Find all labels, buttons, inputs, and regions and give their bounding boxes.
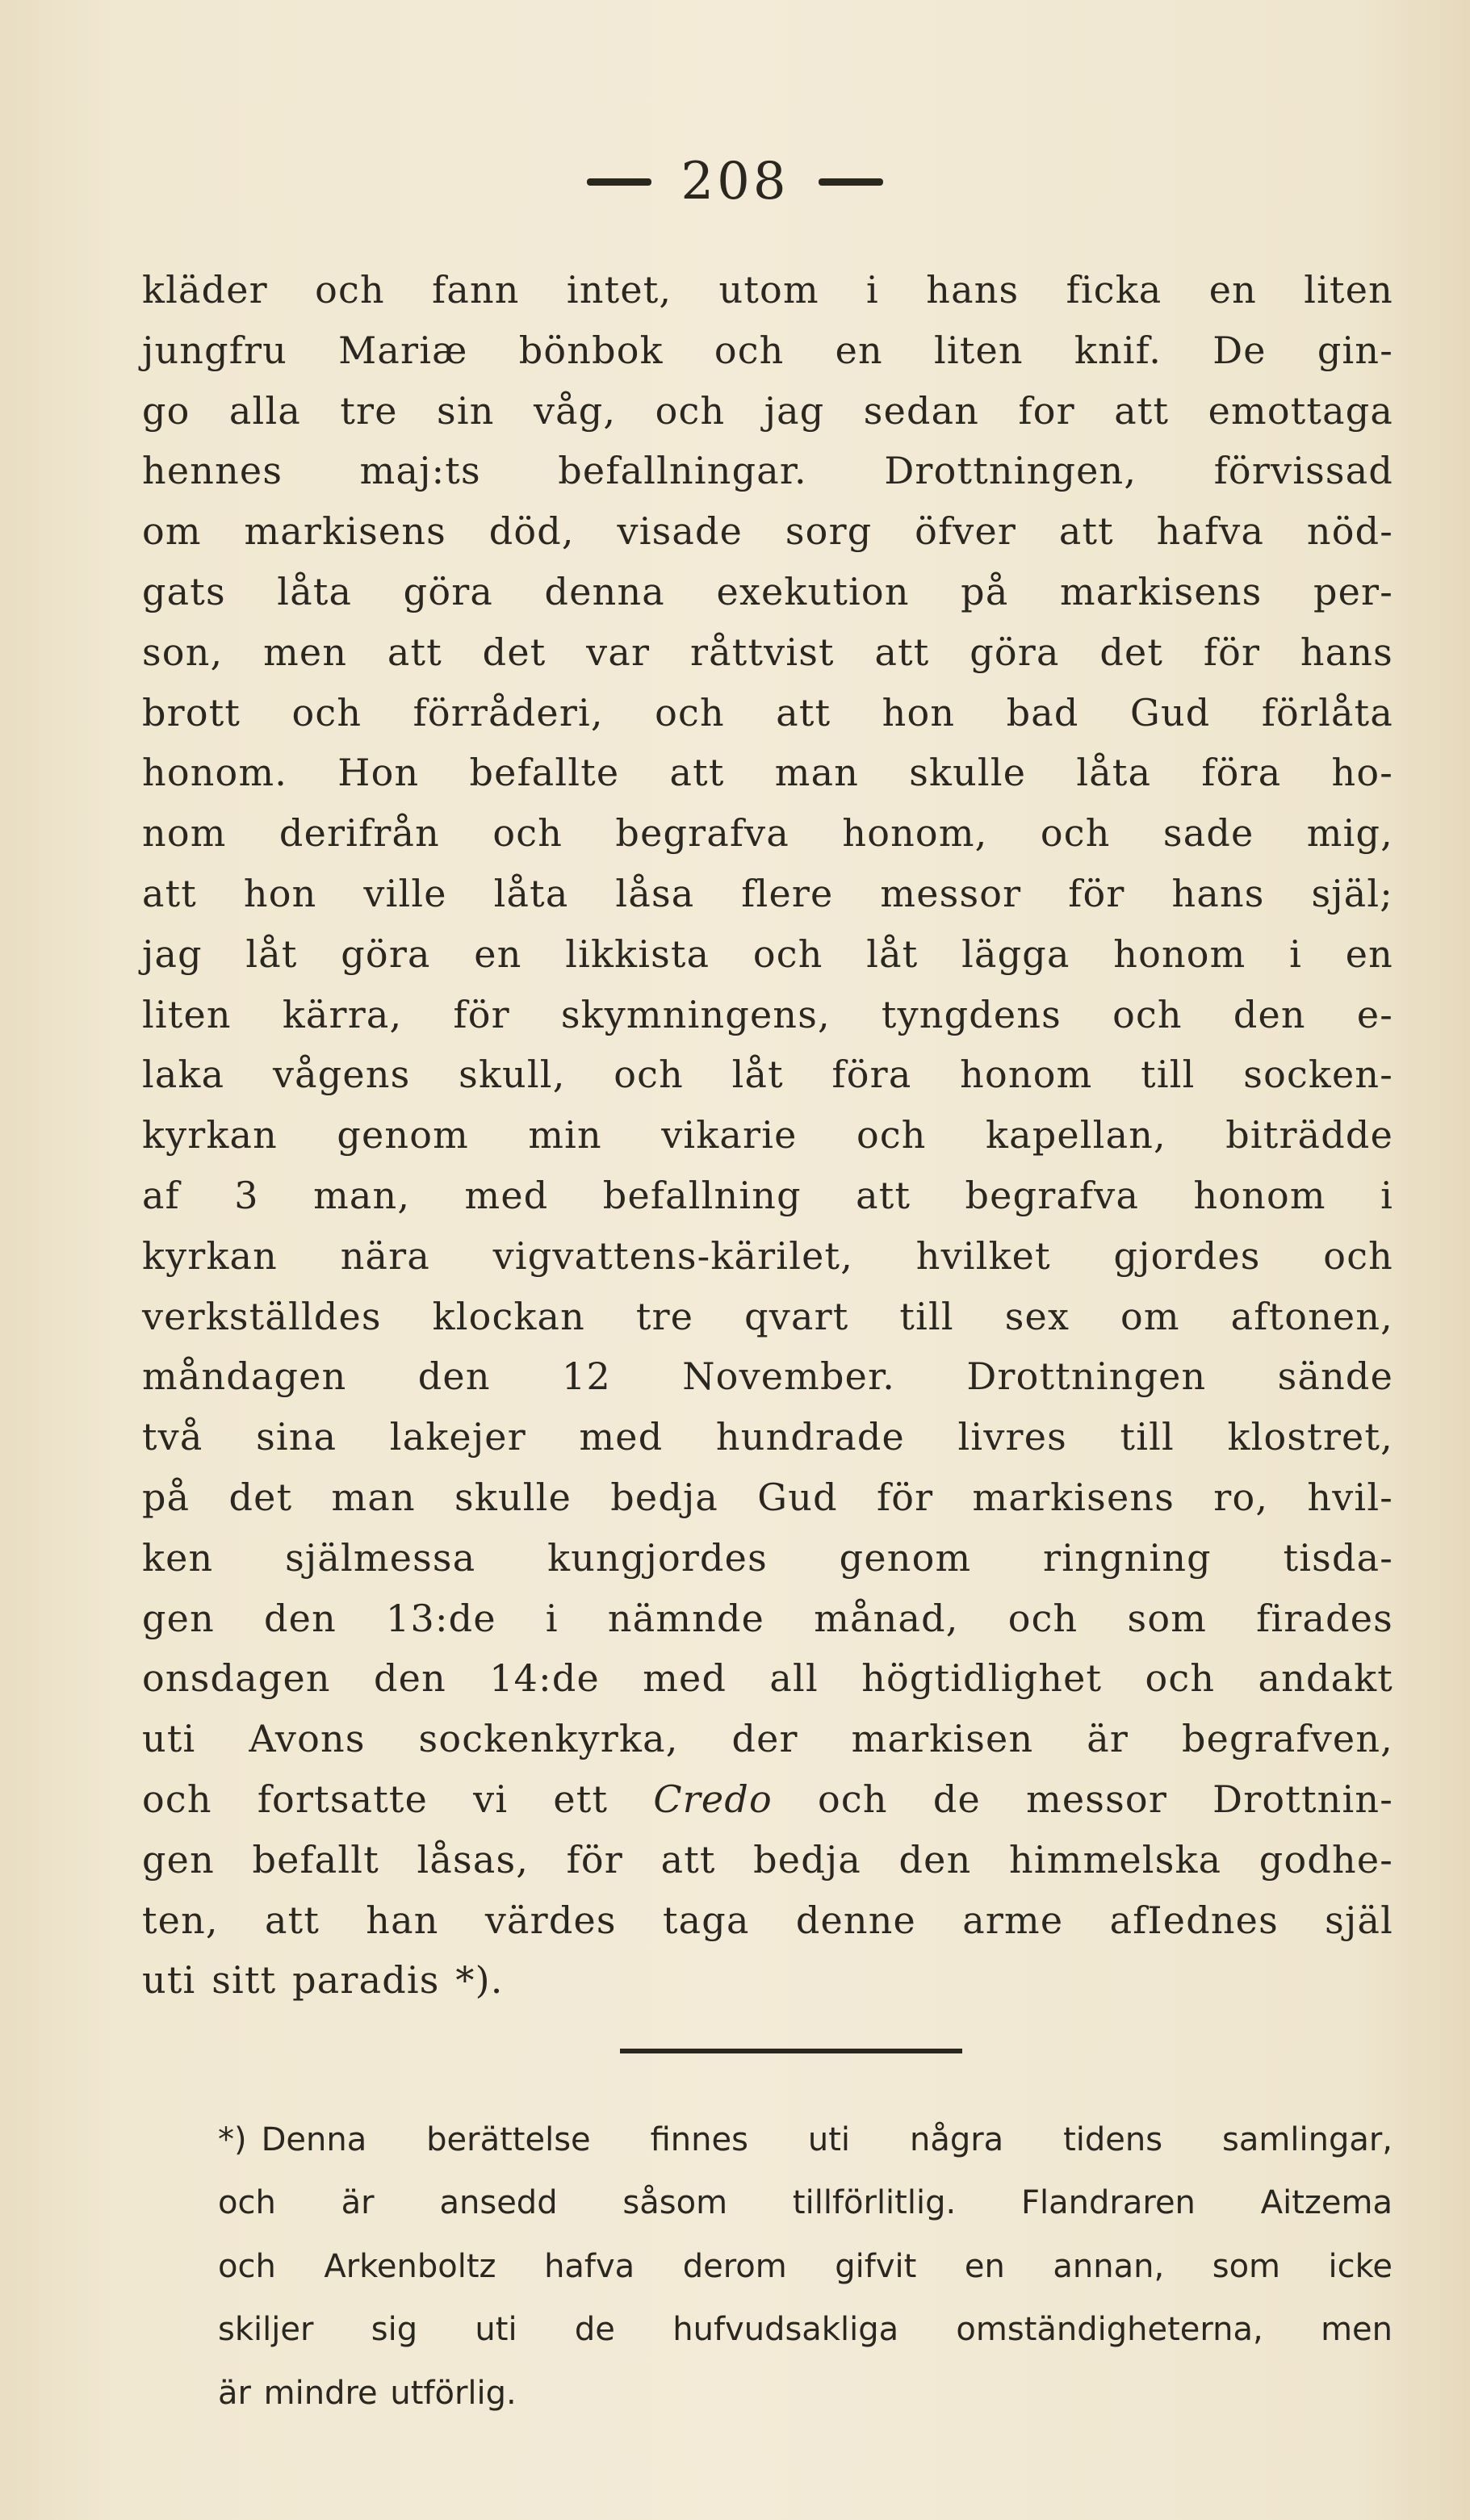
text-line: son, men att det var råttvist att göra det för hans (142, 630, 1393, 674)
text-line: honom. Hon befallte att man skulle låta föra ho- (142, 751, 1393, 795)
credo-before: och fortsatte vi ett (142, 1777, 654, 1821)
text-line: liten kärra, för skymningens, tyngdens och den e- (142, 992, 1393, 1036)
footnote (218, 2108, 1393, 2425)
text-line: ten, att han värdes taga denne arme afIednes själ (142, 1898, 1393, 1942)
text-line: onsdagen den 14:de med all högtidlighet och andakt (142, 1656, 1393, 1701)
page-header (0, 145, 1470, 218)
credo-italic: Credo (653, 1777, 773, 1821)
text-line: nom derifrån och begrafva honom, och sade mig, (142, 811, 1393, 856)
footnote-line: skiljer sig uti de hufvudsakliga omständigheterna, men (218, 2311, 1393, 2349)
text-line: om markisens död, visade sorg öfver att hafva nöd- (142, 509, 1393, 554)
footnote-marker: *) (218, 2121, 247, 2158)
text-line: måndagen den 12 November. Drottningen sände (142, 1354, 1393, 1399)
text-line: gen den 13:de i nämnde månad, och som firades (142, 1596, 1393, 1640)
text-line: jungfru Mariæ bönbok och en liten knif. De gin- (142, 328, 1393, 372)
page-number: 208 (681, 152, 789, 211)
credo-after: och de messor Drottnin- (772, 1777, 1393, 1821)
text-line: brott och förråderi, och att hon bad Gud förlåta (142, 690, 1393, 735)
footnote-line: och är ansedd såsom tillförlitlig. Flandraren Aitzema (218, 2184, 1393, 2222)
text-line: go alla tre sin våg, och jag sedan for att emottaga (142, 388, 1393, 433)
text-line: två sina lakejer med hundrade livres till klostret, (142, 1415, 1393, 1459)
text-line: gen befallt låsas, för att bedja den himmelska godhe- (142, 1837, 1393, 1882)
footnote-line-text: Denna berättelse finnes uti några tidens samlingar, (261, 2121, 1393, 2158)
text-line: gats låta göra denna exekution på markisens per- (142, 569, 1393, 613)
text-line: kyrkan genom min vikarie och kapellan, biträdde (142, 1113, 1393, 1157)
header-dash-right (819, 178, 883, 186)
text-line: hennes maj:ts befallningar. Drottningen, förvissad (142, 449, 1393, 493)
text-line-credo (142, 1769, 1393, 1830)
header-dash-left (587, 178, 651, 186)
footnote-line (218, 2108, 1393, 2171)
text-line: uti Avons sockenkyrka, der markisen är begrafven, (142, 1717, 1393, 1761)
text-line: uti sitt paradis *). (142, 1958, 504, 2003)
text-line: verkställdes klockan tre qvart till sex om aftonen, (142, 1294, 1393, 1338)
text-line: jag låt göra en likkista och låt lägga honom i en (142, 931, 1393, 976)
text-line: laka vågens skull, och låt föra honom till socken- (142, 1053, 1393, 1097)
text-line: kyrkan nära vigvattens-kärilet, hvilket gjordes och (142, 1233, 1393, 1278)
text-line: att hon ville låta låsa flere messor för hans själ; (142, 871, 1393, 915)
text-line: på det man skulle bedja Gud för markisens ro, hvil- (142, 1475, 1393, 1519)
footnote-divider (620, 2049, 962, 2053)
text-line: kläder och fann intet, utom i hans ficka en liten (142, 268, 1393, 312)
footnote-line: är mindre utförlig. (218, 2374, 517, 2412)
text-line: af 3 man, med befallning att begrafva honom i (142, 1173, 1393, 1217)
body-text (142, 260, 1393, 2011)
text-line: ken själmessa kungjordes genom ringning tisda- (142, 1535, 1393, 1580)
footnote-line: och Arkenboltz hafva derom gifvit en annan, som icke (218, 2247, 1393, 2285)
